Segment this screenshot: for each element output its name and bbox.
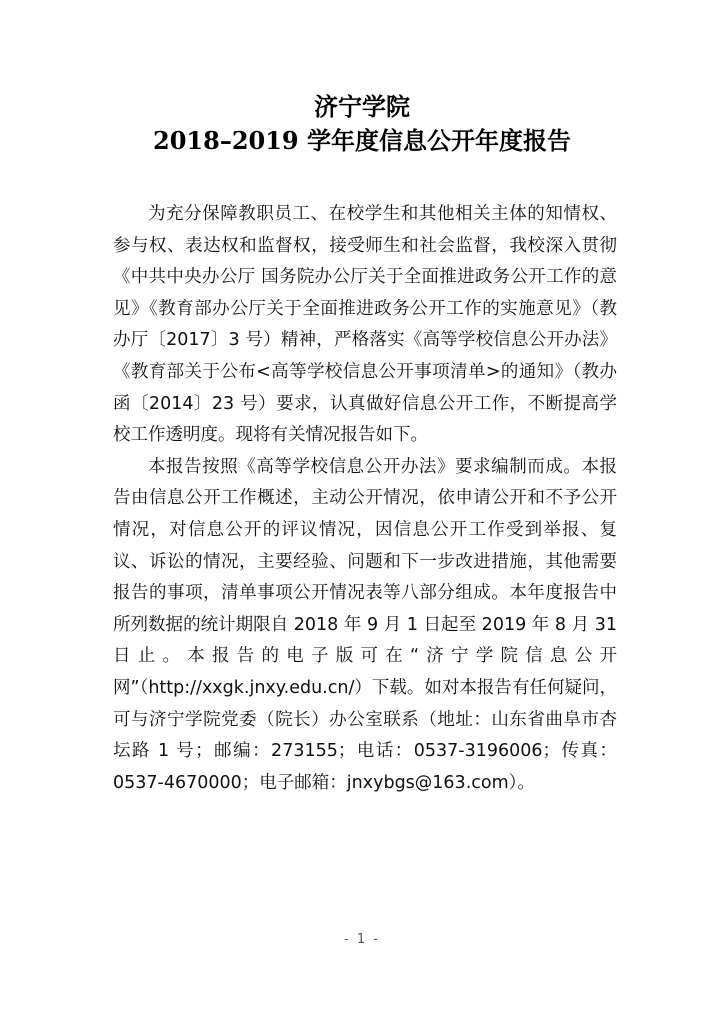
title-report-name: 2018–2019 学年度信息公开年度报告 xyxy=(153,126,571,155)
paragraph-report-info: 本报告按照《高等学校信息公开办法》要求编制而成。本报告由信息公开工作概述，主动公开情况，依申请公开和不予公开情况，对信息公开的评议情况，因信息公开工作受到举报、复议、诉讼的情况，主要经验、问题和下一步改进措施，其他需要报告的事项，清单事项公开情况表等八部分组成。本年度报告中所列数据的统计期限自 2018 年 9 月 1 日起至 2019 年 8 月 31 日止。本报告的电子版可在“济宁学院信息公开网”（http://xxgk.jnxy.edu.cn/）下载。如对本报告有任何疑问，可与济宁学院党委（院长）办公室联系（地址：山东省曲阜市杏坛路 1 号；邮编：273155；电话：0537-3196006；传真：0537-4670000；电子邮箱：jnxybgs@163.com）。 xyxy=(113,456,617,793)
title-school-name: 济宁学院 xyxy=(314,92,410,121)
document-title xyxy=(0,90,724,158)
paragraph-intro: 为充分保障教职员工、在校学生和其他相关主体的知情权、参与权、表达权和监督权，接受师生和社会监督，我校深入贯彻《中共中央办公厅 国务院办公厅关于全面推进政务公开工作的意见》《教育部办公厅关于全面推进政务公开工作的实施意见》（教办厅〔2017〕3 号）精神，严格落实《高等学校信息公开办法》《教育部关于公布<高等学校信息公开事项清单>的通知》（教办函〔2014〕23 号）要求，认真做好信息公开工作，不断提高学校工作透明度。现将有关情况报告如下。 xyxy=(113,204,617,446)
page-number: - 1 - xyxy=(344,932,380,947)
document-body xyxy=(113,199,617,799)
